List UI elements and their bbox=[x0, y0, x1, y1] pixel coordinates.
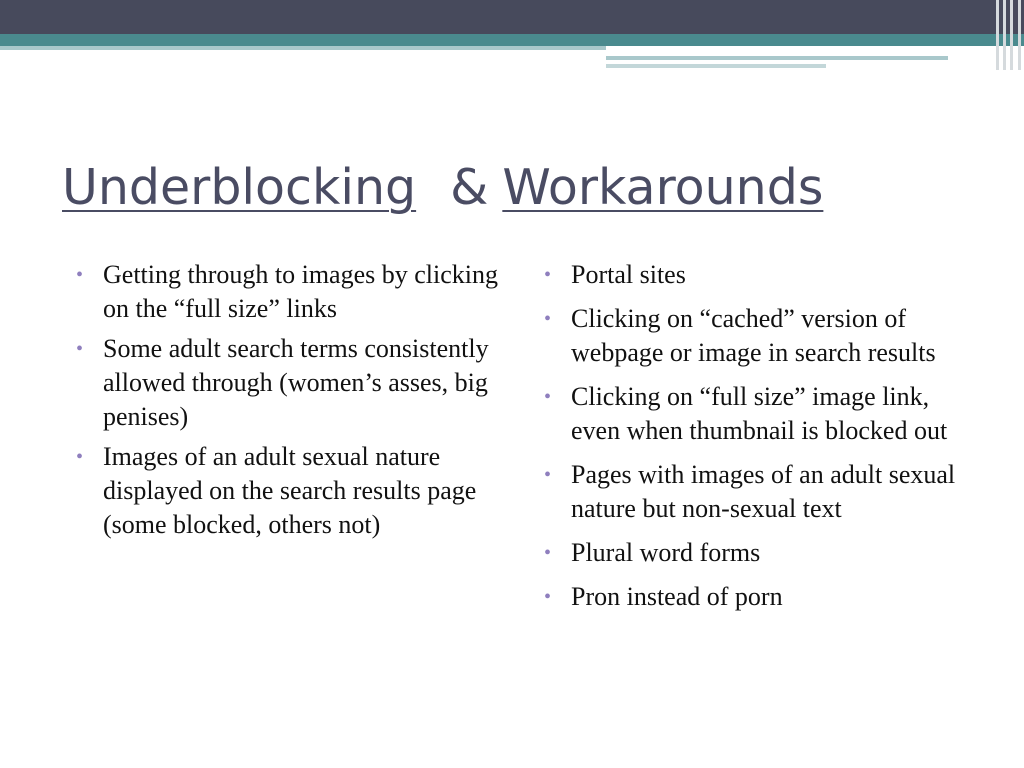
bullet-item: • Getting through to images by clicking on the “full size” links bbox=[76, 258, 506, 326]
bullet-item: • Clicking on “full size” image link, even when thumbnail is blocked out bbox=[544, 380, 984, 448]
bullet-item: • Clicking on “cached” version of webpage or image in search results bbox=[544, 302, 984, 370]
header-accent-bar-short bbox=[606, 64, 826, 68]
title-part-workarounds: Workarounds bbox=[502, 159, 824, 216]
slide-title bbox=[62, 160, 982, 216]
bullet-item: • Pron instead of porn bbox=[544, 580, 984, 614]
header-accent-bar bbox=[606, 56, 948, 60]
right-column bbox=[544, 258, 984, 624]
right-bullet-list bbox=[544, 258, 984, 614]
header-stripes bbox=[992, 0, 1024, 70]
left-column bbox=[76, 258, 506, 548]
bullet-item: • Pages with images of an adult sexual nature but non-sexual text bbox=[544, 458, 984, 526]
bullet-item: • Portal sites bbox=[544, 258, 984, 292]
header-band-teal bbox=[0, 34, 1024, 46]
bullet-item: • Plural word forms bbox=[544, 536, 984, 570]
bullet-item: • Images of an adult sexual nature displayed on the search results page (some blocked, others not) bbox=[76, 440, 506, 542]
bullet-item: • Some adult search terms consistently allowed through (women’s asses, big penises) bbox=[76, 332, 506, 434]
left-bullet-list bbox=[76, 258, 506, 542]
header-band-light bbox=[0, 46, 606, 50]
header-band-dark bbox=[0, 0, 1024, 34]
title-ampersand: & bbox=[450, 159, 489, 216]
title-part-underblocking: Underblocking bbox=[62, 159, 417, 216]
